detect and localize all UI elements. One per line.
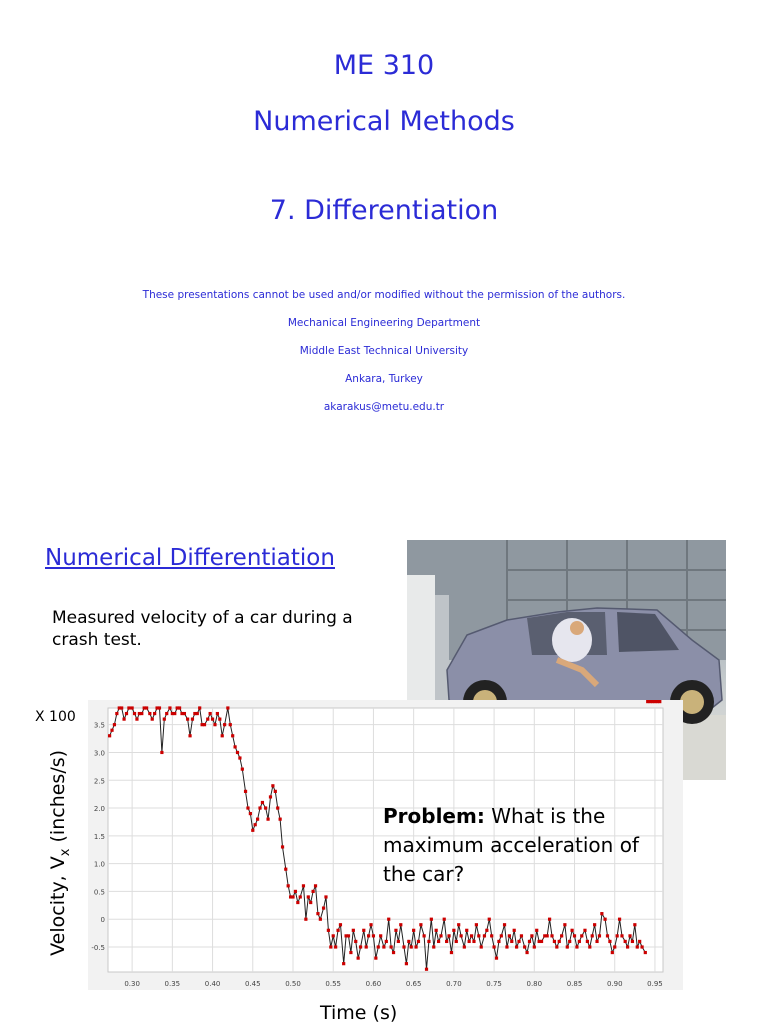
data-point xyxy=(226,706,229,709)
data-point xyxy=(553,940,556,943)
data-point xyxy=(508,934,511,937)
data-point xyxy=(329,945,332,948)
data-point xyxy=(316,912,319,915)
data-point xyxy=(254,823,257,826)
data-point xyxy=(490,934,493,937)
x-tick-label: 0.80 xyxy=(526,980,543,988)
data-point xyxy=(535,929,538,932)
data-point xyxy=(249,812,252,815)
data-point xyxy=(241,768,244,771)
data-point xyxy=(390,945,393,948)
copyright-notice: These presentations cannot be used and/or modified without the permission of the authors. xyxy=(142,289,626,301)
x-tick-label: 0.60 xyxy=(365,980,382,988)
x-axis-label: Time (s) xyxy=(320,1002,398,1024)
y-tick-label: 3.0 xyxy=(93,749,105,758)
data-point xyxy=(334,945,337,948)
data-point xyxy=(392,951,395,954)
data-point xyxy=(314,884,317,887)
data-point xyxy=(628,934,631,937)
data-point xyxy=(500,934,503,937)
data-point xyxy=(347,934,350,937)
problem-statement xyxy=(383,802,663,889)
data-point xyxy=(110,729,113,732)
data-point xyxy=(291,895,294,898)
data-point xyxy=(530,934,533,937)
data-point xyxy=(423,934,426,937)
data-point xyxy=(533,945,536,948)
x-tick-label: 0.65 xyxy=(405,980,422,988)
data-point xyxy=(108,734,111,737)
data-point xyxy=(598,934,601,937)
data-point xyxy=(560,934,563,937)
data-point xyxy=(304,918,307,921)
data-point xyxy=(296,901,299,904)
slide-heading: Numerical Differentiation xyxy=(45,545,335,571)
data-point xyxy=(477,934,480,937)
data-point xyxy=(439,934,442,937)
data-point xyxy=(620,934,623,937)
data-point xyxy=(213,723,216,726)
data-point xyxy=(322,906,325,909)
data-point xyxy=(455,940,458,943)
data-point xyxy=(261,801,264,804)
x-tick-label: 0.95 xyxy=(647,980,663,988)
data-point xyxy=(173,712,176,715)
data-point xyxy=(359,945,362,948)
data-point xyxy=(374,957,377,960)
data-point xyxy=(324,895,327,898)
data-point xyxy=(525,951,528,954)
data-point xyxy=(367,934,370,937)
y-tick-label: 1.5 xyxy=(93,832,105,841)
data-point xyxy=(447,934,450,937)
x-tick-label: 0.70 xyxy=(446,980,462,988)
data-point xyxy=(258,806,261,809)
data-point xyxy=(394,929,397,932)
data-point xyxy=(221,734,224,737)
data-point xyxy=(145,706,148,709)
data-point xyxy=(595,940,598,943)
data-point xyxy=(231,734,234,737)
data-point xyxy=(203,723,206,726)
data-point xyxy=(575,945,578,948)
data-point xyxy=(563,923,566,926)
data-point xyxy=(382,945,385,948)
data-point xyxy=(485,929,488,932)
data-point xyxy=(603,918,606,921)
data-point xyxy=(425,968,428,971)
data-point xyxy=(517,940,520,943)
data-point xyxy=(113,723,116,726)
x-tick-label: 0.35 xyxy=(164,980,181,988)
data-point xyxy=(362,929,365,932)
data-point xyxy=(568,940,571,943)
data-point xyxy=(349,951,352,954)
x-tick-label: 0.85 xyxy=(566,980,583,988)
author-email: akarakus@metu.edu.tr xyxy=(323,401,445,413)
data-point xyxy=(160,751,163,754)
y-tick-label: 3.5 xyxy=(93,721,105,730)
y-axis-label: Velocity, $V_x$ (inches/s) xyxy=(47,749,73,956)
data-point xyxy=(115,712,118,715)
data-point xyxy=(510,940,513,943)
data-point xyxy=(618,918,621,921)
data-point xyxy=(279,818,282,821)
data-point xyxy=(354,940,357,943)
data-point xyxy=(342,962,345,965)
data-point xyxy=(631,940,634,943)
data-point xyxy=(264,806,267,809)
description: Measured velocity of a car during a crash test. xyxy=(52,608,353,650)
data-point xyxy=(465,929,468,932)
data-point xyxy=(196,712,199,715)
data-point xyxy=(125,712,128,715)
data-point xyxy=(636,945,639,948)
data-point xyxy=(640,945,643,948)
y-multiplier: X 100 xyxy=(35,709,76,725)
data-point xyxy=(593,923,596,926)
data-point xyxy=(616,934,619,937)
data-point xyxy=(412,929,415,932)
data-point xyxy=(357,957,360,960)
data-point xyxy=(600,912,603,915)
data-point xyxy=(571,929,574,932)
data-point xyxy=(443,918,446,921)
data-point xyxy=(430,918,433,921)
data-point xyxy=(246,806,249,809)
data-point xyxy=(365,945,368,948)
data-point xyxy=(405,962,408,965)
data-point xyxy=(327,929,330,932)
data-point xyxy=(336,929,339,932)
data-point xyxy=(387,918,390,921)
data-point xyxy=(151,718,154,721)
data-point xyxy=(497,940,500,943)
data-point xyxy=(178,706,181,709)
data-point xyxy=(294,890,297,893)
data-point xyxy=(483,934,486,937)
data-point xyxy=(611,951,614,954)
data-point xyxy=(165,712,168,715)
data-point xyxy=(638,940,641,943)
x-tick-label: 0.40 xyxy=(204,980,221,988)
y-tick-label: 0.5 xyxy=(93,888,105,897)
data-point xyxy=(153,712,156,715)
data-point xyxy=(644,951,647,954)
data-point xyxy=(244,790,247,793)
data-point xyxy=(236,751,239,754)
data-point xyxy=(613,945,616,948)
data-point xyxy=(319,918,322,921)
data-point xyxy=(140,712,143,715)
data-point xyxy=(284,868,287,871)
data-point xyxy=(266,818,269,821)
data-point xyxy=(417,940,420,943)
data-point xyxy=(191,718,194,721)
x-tick-label: 0.50 xyxy=(285,980,301,988)
data-point xyxy=(450,951,453,954)
y-tick-label: -0.5 xyxy=(91,943,105,952)
data-point xyxy=(588,945,591,948)
title-slide xyxy=(0,0,768,500)
data-point xyxy=(198,706,201,709)
data-point xyxy=(503,923,506,926)
data-point xyxy=(523,945,526,948)
data-point xyxy=(580,934,583,937)
data-point xyxy=(419,923,422,926)
data-point xyxy=(281,845,284,848)
data-point xyxy=(460,934,463,937)
data-point xyxy=(251,829,254,832)
data-point xyxy=(269,795,272,798)
data-point xyxy=(188,734,191,737)
x-tick-label: 0.45 xyxy=(244,980,261,988)
data-point xyxy=(452,929,455,932)
data-point xyxy=(513,929,516,932)
problem-text: What is the maximum acceleration of the car? xyxy=(383,804,639,886)
data-point xyxy=(133,712,136,715)
data-point xyxy=(209,712,212,715)
data-point xyxy=(276,806,279,809)
data-point xyxy=(120,706,123,709)
data-point xyxy=(437,940,440,943)
y-tick-label: 2.0 xyxy=(93,805,105,814)
data-point xyxy=(307,895,310,898)
data-point xyxy=(427,940,430,943)
data-point xyxy=(122,718,125,721)
y-tick-label: 0 xyxy=(100,916,105,925)
data-point xyxy=(414,945,417,948)
data-point xyxy=(233,745,236,748)
x-tick-label: 0.55 xyxy=(325,980,342,988)
data-point xyxy=(309,901,312,904)
data-point xyxy=(583,929,586,932)
data-point xyxy=(633,923,636,926)
data-point xyxy=(158,706,161,709)
data-point xyxy=(457,923,460,926)
location: Ankara, Turkey xyxy=(345,373,423,385)
data-point xyxy=(238,756,241,759)
data-point xyxy=(432,945,435,948)
data-point xyxy=(135,718,138,721)
data-point xyxy=(312,890,315,893)
data-point xyxy=(223,723,226,726)
data-point xyxy=(550,934,553,937)
data-point xyxy=(488,918,491,921)
data-point xyxy=(548,918,551,921)
data-point xyxy=(183,712,186,715)
data-point xyxy=(131,706,134,709)
data-point xyxy=(540,940,543,943)
data-point xyxy=(206,718,209,721)
data-point xyxy=(372,934,375,937)
data-point xyxy=(555,945,558,948)
data-point xyxy=(379,934,382,937)
chapter-title: 7. Differentiation xyxy=(269,195,499,226)
course-name: Numerical Methods xyxy=(253,106,515,137)
x-tick-label: 0.30 xyxy=(124,980,140,988)
data-point xyxy=(399,923,402,926)
data-point xyxy=(475,923,478,926)
data-point xyxy=(332,934,335,937)
data-point xyxy=(377,945,380,948)
data-point xyxy=(492,945,495,948)
university: Middle East Technical University xyxy=(299,345,469,357)
data-point xyxy=(299,895,302,898)
data-point xyxy=(186,718,189,721)
data-point xyxy=(546,934,549,937)
data-point xyxy=(578,940,581,943)
y-tick-label: 1.0 xyxy=(93,860,105,869)
data-point xyxy=(302,884,305,887)
data-point xyxy=(658,700,661,703)
data-point xyxy=(211,718,214,721)
data-point xyxy=(591,934,594,937)
data-point xyxy=(271,784,274,787)
data-point xyxy=(566,945,569,948)
data-point xyxy=(397,940,400,943)
data-point xyxy=(168,706,171,709)
x-tick-label: 0.90 xyxy=(606,980,623,988)
data-point xyxy=(515,945,518,948)
data-point xyxy=(495,957,498,960)
data-point xyxy=(558,940,561,943)
data-point xyxy=(218,718,221,721)
data-point xyxy=(410,945,413,948)
data-point xyxy=(445,940,448,943)
data-point xyxy=(274,790,277,793)
data-point xyxy=(435,929,438,932)
data-point xyxy=(287,884,290,887)
data-point xyxy=(586,940,589,943)
data-point xyxy=(407,940,410,943)
data-point xyxy=(520,934,523,937)
data-point xyxy=(470,934,473,937)
data-point xyxy=(624,940,627,943)
data-point xyxy=(352,929,355,932)
data-point xyxy=(468,940,471,943)
course-code: ME 310 xyxy=(333,50,435,81)
department: Mechanical Engineering Department xyxy=(287,317,481,329)
data-point xyxy=(573,934,576,937)
data-point xyxy=(256,818,259,821)
data-point xyxy=(369,923,372,926)
problem-label: Problem: xyxy=(383,804,485,828)
y-tick-label: 2.5 xyxy=(93,777,105,786)
data-point xyxy=(148,712,151,715)
data-point xyxy=(480,945,483,948)
data-point xyxy=(626,945,629,948)
data-point xyxy=(463,945,466,948)
data-point xyxy=(339,923,342,926)
data-point xyxy=(127,706,130,709)
data-point xyxy=(505,945,508,948)
data-point xyxy=(606,934,609,937)
data-point xyxy=(385,940,388,943)
data-point xyxy=(528,940,531,943)
data-point xyxy=(163,718,166,721)
data-point xyxy=(216,712,219,715)
data-point xyxy=(229,723,232,726)
data-point xyxy=(402,945,405,948)
x-tick-label: 0.75 xyxy=(486,980,502,988)
data-point xyxy=(608,940,611,943)
data-point xyxy=(472,940,475,943)
